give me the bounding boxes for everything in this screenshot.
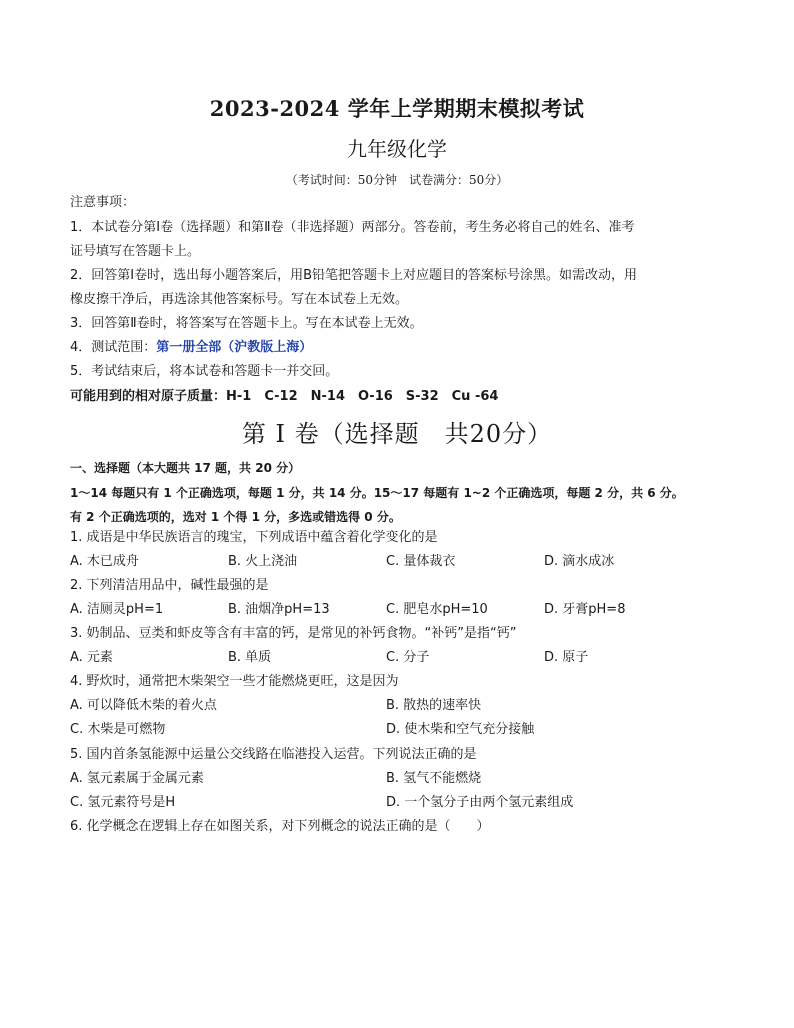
- question-3-option-b: B. 单质: [228, 650, 272, 665]
- note-4-scope: 第一册全部（沪教版上海）: [156, 340, 313, 355]
- section-title: 第 I 卷（选择题 共20分）: [241, 420, 553, 448]
- exam-subtitle: 九年级化学: [347, 137, 447, 161]
- question-5-option-d: D. 一个氢分子由两个氢元素组成: [386, 795, 574, 810]
- question-6-stem: 6. 化学概念在逻辑上存在如图关系，对下列概念的说法正确的是（ ）: [70, 819, 490, 834]
- part-heading: 一、选择题（本大题共 17 题，共 20 分）: [70, 461, 301, 475]
- note-5: 5．考试结束后，将本试卷和答题卡一并交回。: [70, 364, 339, 379]
- rule-line-1: 1～14 每题只有 1 个正确选项，每题 1 分，共 14 分。15～17 每题有 1~2 个正确选项，每题 2 分，共 6 分。: [70, 486, 684, 500]
- question-1-option-c: C. 量体裁衣: [386, 554, 456, 569]
- question-4-option-d: D. 使木柴和空气充分接触: [386, 722, 535, 737]
- exam-title: 2023-2024 学年上学期期末模拟考试: [209, 96, 585, 121]
- question-5-option-a: A. 氢元素属于金属元素: [70, 771, 204, 786]
- question-5-option-b: B. 氢气不能燃烧: [386, 771, 482, 786]
- note-2-line-1: 2．回答第Ⅰ卷时，选出每小题答案后，用B铅笔把答题卡上对应题目的答案标号涂黑。如需改动，用: [70, 268, 638, 283]
- question-1-option-b: B. 火上浇油: [228, 554, 298, 569]
- question-3-option-d: D. 原子: [544, 650, 589, 665]
- question-4-option-b: B. 散热的速率快: [386, 698, 482, 713]
- question-2-option-b: B. 油烟净pH=13: [228, 602, 330, 617]
- question-2-stem: 2. 下列清洁用品中，碱性最强的是: [70, 578, 269, 593]
- exam-info: （考试时间：50分钟 试卷满分：50分）: [285, 173, 509, 187]
- question-4-option-c: C. 木柴是可燃物: [70, 722, 166, 737]
- question-1-option-a: A. 木已成舟: [70, 554, 139, 569]
- question-2-option-a: A. 洁厕灵pH=1: [70, 602, 164, 617]
- question-3-stem: 3. 奶制品、豆类和虾皮等含有丰富的钙，是常见的补钙食物。“补钙”是指“钙”: [70, 626, 517, 641]
- note-1-line-2: 证号填写在答题卡上。: [70, 244, 201, 259]
- question-2-option-d: D. 牙膏pH=8: [544, 602, 626, 617]
- question-4-option-a: A. 可以降低木柴的着火点: [70, 698, 217, 713]
- note-1-line-1: 1．本试卷分第Ⅰ卷（选择题）和第Ⅱ卷（非选择题）两部分。答卷前，考生务必将自己的姓名、准考: [70, 220, 635, 235]
- rule-line-2: 有 2 个正确选项的，选对 1 个得 1 分，多选或错选得 0 分。: [70, 510, 401, 524]
- note-4-prefix: 4．测试范围：: [70, 340, 157, 355]
- atomic-mass-line: 可能用到的相对原子质量：H-1 C-12 N-14 O-16 S-32 Cu -64: [70, 389, 499, 404]
- note-3: 3．回答第Ⅱ卷时，将答案写在答题卡上。写在本试卷上无效。: [70, 316, 423, 331]
- question-1-stem: 1. 成语是中华民族语言的瑰宝，下列成语中蕴含着化学变化的是: [70, 530, 438, 545]
- question-4-stem: 4. 野炊时，通常把木柴架空一些才能燃烧更旺，这是因为: [70, 674, 399, 689]
- question-3-option-a: A. 元素: [70, 650, 113, 665]
- question-5-option-c: C. 氢元素符号是H: [70, 795, 176, 810]
- question-2-option-c: C. 肥皂水pH=10: [386, 602, 488, 617]
- question-3-option-c: C. 分子: [386, 650, 430, 665]
- question-1-option-d: D. 滴水成冰: [544, 554, 615, 569]
- notes-heading: 注意事项：: [70, 195, 136, 210]
- note-2-line-2: 橡皮擦干净后，再选涂其他答案标号。写在本试卷上无效。: [70, 292, 409, 307]
- question-5-stem: 5. 国内首条氢能源中运量公交线路在临港投入运营。下列说法正确的是: [70, 747, 477, 762]
- note-4: [70, 340, 312, 356]
